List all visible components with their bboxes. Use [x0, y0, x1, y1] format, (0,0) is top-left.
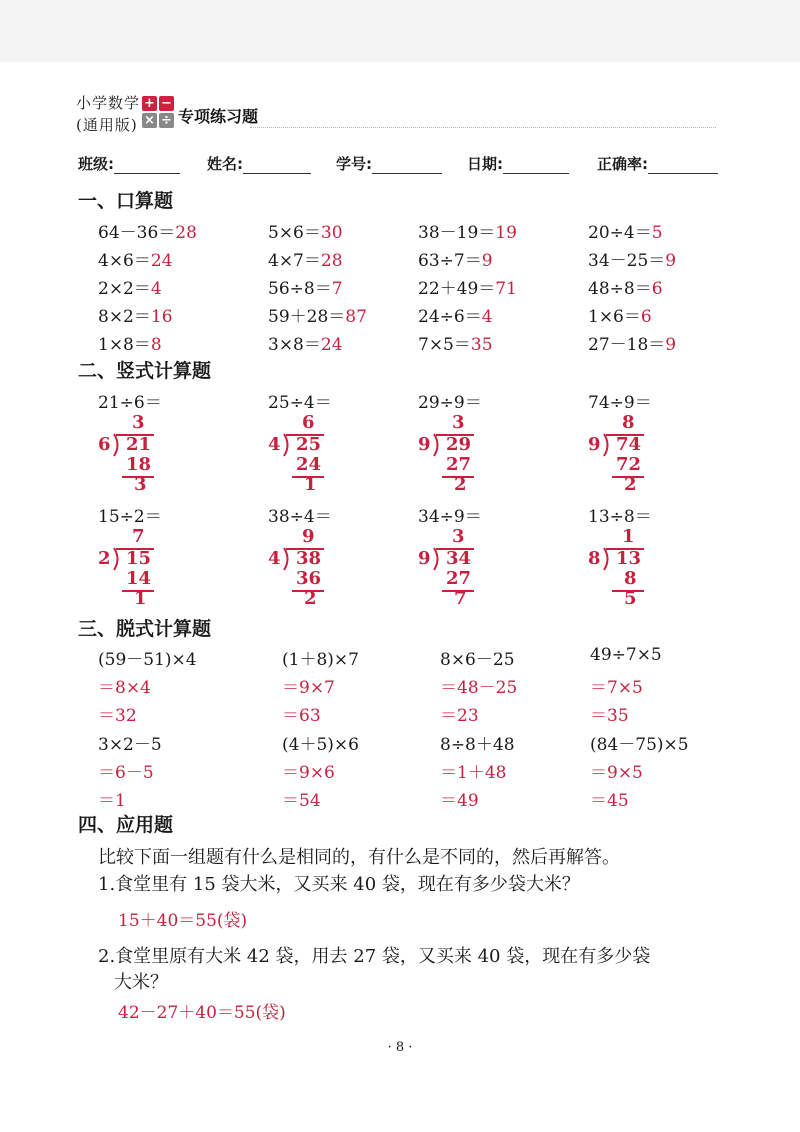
accuracy-field[interactable]	[597, 153, 718, 174]
division-dividend: 13	[616, 548, 642, 569]
stepwise-step: ＝63	[282, 706, 321, 726]
division-dividend: 34	[446, 548, 472, 569]
date-label: 日期:	[467, 155, 503, 173]
division-product: 72	[616, 454, 642, 475]
student-id-blank[interactable]	[372, 157, 442, 174]
division-divisor: 4	[268, 434, 281, 455]
division-dividend: 21	[126, 434, 152, 455]
oral-question: 3×8＝	[268, 335, 321, 355]
division-product: 27	[446, 454, 472, 475]
oral-item	[98, 218, 197, 243]
division-remainder: 5	[624, 588, 637, 609]
oral-answer: 16	[150, 307, 173, 327]
division-dividend: 29	[446, 434, 472, 455]
stepwise-expression: (1＋8)×7	[282, 650, 359, 670]
division-divisor: 2	[98, 548, 111, 569]
division-dividend: 25	[296, 434, 322, 455]
top-band	[0, 0, 800, 62]
oral-question: 24÷6＝	[418, 307, 482, 327]
division-question: 38÷4＝	[268, 507, 332, 527]
division-sub-bar	[442, 590, 474, 592]
oral-answer: 9	[665, 335, 677, 355]
oral-question: 38－19＝	[418, 223, 496, 243]
oral-item	[418, 330, 493, 355]
stepwise-step: ＝1	[98, 791, 126, 811]
division-bracket	[282, 547, 290, 569]
stepwise-step: ＝49	[440, 791, 479, 811]
oral-question: 34－25＝	[588, 251, 666, 271]
oral-item	[588, 246, 676, 271]
oral-answer: 19	[495, 223, 517, 243]
division-dividend: 38	[296, 548, 322, 569]
name-blank[interactable]	[243, 157, 311, 174]
long-division	[268, 412, 348, 497]
oral-item	[98, 246, 173, 271]
oral-item	[268, 302, 367, 327]
oral-answer: 24	[320, 335, 343, 355]
division-product: 8	[624, 568, 637, 589]
class-label: 班级:	[78, 155, 114, 173]
class-field[interactable]	[78, 153, 180, 174]
name-label: 姓名:	[207, 155, 243, 173]
oral-answer: 9	[665, 251, 677, 271]
division-question: 21÷6＝	[98, 393, 162, 413]
division-bracket	[112, 547, 120, 569]
oral-question: 4×6＝	[98, 251, 151, 271]
oral-question: 8×2＝	[98, 307, 151, 327]
division-bracket	[112, 433, 120, 455]
division-question: 74÷9＝	[588, 393, 652, 413]
division-top-bar	[116, 548, 154, 550]
long-division	[418, 412, 498, 497]
division-question: 25÷4＝	[268, 393, 332, 413]
oral-answer: 87	[345, 307, 367, 327]
oral-item	[418, 274, 517, 299]
page-number: · 8 ·	[387, 1040, 413, 1055]
oral-item	[268, 330, 343, 355]
oral-answer: 28	[175, 223, 197, 243]
oral-item	[588, 330, 676, 355]
division-question: 29÷9＝	[418, 393, 482, 413]
stepwise-expression: 8×6－25	[440, 650, 515, 670]
division-top-bar	[436, 434, 474, 436]
oral-question: 4×7＝	[268, 251, 321, 271]
oral-question: 1×8＝	[98, 335, 151, 355]
stepwise-step: ＝9×5	[590, 763, 643, 783]
division-quotient: 3	[452, 412, 465, 433]
word-answer-2: 42－27＋40＝55(袋)	[118, 1003, 286, 1023]
word-question-2: 2.食堂里原有大米 42 袋，用去 27 袋，又买来 40 袋，现在有多少袋	[98, 946, 651, 967]
division-product: 18	[126, 454, 152, 475]
division-sub-bar	[292, 476, 324, 478]
long-division	[418, 526, 498, 611]
section-oral-heading: 一、口算题	[78, 190, 174, 212]
divide-icon: ÷	[159, 113, 174, 128]
division-sub-bar	[612, 476, 644, 478]
stepwise-step: ＝35	[590, 706, 629, 726]
oral-answer: 71	[495, 279, 517, 299]
oral-item	[418, 246, 493, 271]
division-bracket	[282, 433, 290, 455]
date-blank[interactable]	[503, 157, 569, 174]
division-bracket	[602, 547, 610, 569]
oral-question: 1×6＝	[588, 307, 641, 327]
long-division	[268, 526, 348, 611]
division-quotient: 8	[622, 412, 635, 433]
oral-question: 7×5＝	[418, 335, 471, 355]
stepwise-step: ＝54	[282, 791, 321, 811]
stepwise-expression: (59－51)×4	[98, 650, 197, 670]
stepwise-expression: (4＋5)×6	[282, 735, 359, 755]
stepwise-step: ＝6－5	[98, 763, 154, 783]
division-quotient: 3	[452, 526, 465, 547]
stepwise-step: ＝45	[590, 791, 629, 811]
oral-answer: 5	[651, 223, 663, 243]
division-divisor: 9	[418, 548, 431, 569]
header-divider	[250, 127, 716, 128]
stepwise-step: ＝48－25	[440, 678, 518, 698]
section-word-heading: 四、应用题	[78, 814, 174, 836]
edition-label: (通用版)	[76, 116, 138, 134]
date-field[interactable]	[467, 153, 569, 174]
section-stepwise-heading: 三、脱式计算题	[78, 618, 212, 640]
division-quotient: 6	[302, 412, 315, 433]
long-division	[588, 526, 668, 611]
division-product: 36	[296, 568, 322, 589]
page-title: 专项练习题	[178, 107, 259, 126]
oral-item	[98, 330, 162, 355]
division-dividend: 74	[616, 434, 642, 455]
plus-icon: +	[142, 96, 157, 111]
long-division	[98, 412, 178, 497]
oral-answer: 4	[481, 307, 493, 327]
math-ops-icon	[142, 96, 176, 130]
division-divisor: 6	[98, 434, 111, 455]
oral-question: 20÷4＝	[588, 223, 652, 243]
oral-answer: 4	[150, 279, 162, 299]
division-divisor: 9	[588, 434, 601, 455]
division-product: 27	[446, 568, 472, 589]
word-answer-1: 15＋40＝55(袋)	[118, 911, 248, 931]
long-division	[588, 412, 668, 497]
stepwise-step: ＝8×4	[98, 678, 151, 698]
division-top-bar	[436, 548, 474, 550]
stepwise-expression: (84－75)×5	[590, 735, 689, 755]
oral-item	[98, 274, 162, 299]
division-product: 14	[126, 568, 152, 589]
word-question-2-cont: 大米？	[114, 972, 168, 993]
subject-label: 小学数学	[76, 94, 141, 112]
oral-question: 22＋49＝	[418, 279, 496, 299]
stepwise-step: ＝1＋48	[440, 763, 507, 783]
division-quotient: 7	[132, 526, 145, 547]
oral-answer: 6	[640, 307, 652, 327]
oral-question: 48÷8＝	[588, 279, 652, 299]
oral-answer: 9	[481, 251, 493, 271]
oral-question: 63÷7＝	[418, 251, 482, 271]
class-blank[interactable]	[114, 157, 180, 174]
oral-item	[588, 274, 663, 299]
division-top-bar	[116, 434, 154, 436]
division-divisor: 8	[588, 548, 601, 569]
oral-answer: 28	[320, 251, 343, 271]
stepwise-step: ＝23	[440, 706, 479, 726]
division-dividend: 15	[126, 548, 152, 569]
division-top-bar	[606, 434, 644, 436]
oral-item	[268, 246, 343, 271]
stepwise-expression: 3×2－5	[98, 735, 162, 755]
stepwise-step: ＝9×7	[282, 678, 335, 698]
division-remainder: 2	[624, 474, 637, 495]
oral-item	[588, 218, 663, 243]
stepwise-step: ＝32	[98, 706, 137, 726]
accuracy-label: 正确率:	[597, 155, 648, 173]
minus-icon: −	[159, 96, 174, 111]
division-quotient: 3	[132, 412, 145, 433]
division-remainder: 1	[304, 474, 317, 495]
oral-question: 56÷8＝	[268, 279, 332, 299]
oral-question: 64－36＝	[98, 223, 176, 243]
oral-question: 5×6＝	[268, 223, 321, 243]
division-remainder: 1	[134, 588, 147, 609]
division-question: 15÷2＝	[98, 507, 162, 527]
division-quotient: 1	[622, 526, 635, 547]
word-intro: 比较下面一组题有什么是相同的，有什么是不同的，然后再解答。	[98, 847, 620, 868]
oral-item	[98, 302, 173, 327]
division-divisor: 4	[268, 548, 281, 569]
oral-answer: 35	[470, 335, 493, 355]
division-sub-bar	[612, 590, 644, 592]
division-sub-bar	[442, 476, 474, 478]
oral-item	[268, 218, 343, 243]
section-vertical-heading: 二、竖式计算题	[78, 360, 212, 382]
division-top-bar	[286, 434, 324, 436]
oral-question: 2×2＝	[98, 279, 151, 299]
division-remainder: 7	[454, 588, 467, 609]
division-question: 13÷8＝	[588, 507, 652, 527]
division-remainder: 2	[304, 588, 317, 609]
division-sub-bar	[292, 590, 324, 592]
stepwise-step: ＝7×5	[590, 678, 643, 698]
oral-question: 27－18＝	[588, 335, 666, 355]
division-bracket	[432, 547, 440, 569]
oral-answer: 24	[150, 251, 173, 271]
stepwise-step: ＝9×6	[282, 763, 335, 783]
division-quotient: 9	[302, 526, 315, 547]
division-question: 34÷9＝	[418, 507, 482, 527]
oral-answer: 8	[150, 335, 162, 355]
division-sub-bar	[122, 590, 154, 592]
oral-item	[418, 218, 517, 243]
oral-item	[588, 302, 652, 327]
division-bracket	[602, 433, 610, 455]
oral-item	[268, 274, 343, 299]
student-id-field[interactable]	[336, 153, 442, 174]
stepwise-expression: 8÷8＋48	[440, 735, 515, 755]
division-top-bar	[606, 548, 644, 550]
division-bracket	[432, 433, 440, 455]
accuracy-blank[interactable]	[648, 157, 718, 174]
oral-answer: 7	[331, 279, 343, 299]
stepwise-expression: 49÷7×5	[590, 645, 662, 665]
division-divisor: 9	[418, 434, 431, 455]
student-id-label: 学号:	[336, 155, 372, 173]
oral-question: 59＋28＝	[268, 307, 346, 327]
name-field[interactable]	[207, 153, 311, 174]
oral-answer: 30	[320, 223, 343, 243]
times-icon: ×	[142, 113, 157, 128]
division-product: 24	[296, 454, 322, 475]
division-sub-bar	[122, 476, 154, 478]
division-top-bar	[286, 548, 324, 550]
oral-item	[418, 302, 493, 327]
division-remainder: 2	[454, 474, 467, 495]
oral-answer: 6	[651, 279, 663, 299]
long-division	[98, 526, 178, 611]
division-remainder: 3	[134, 474, 147, 495]
word-question-1: 1.食堂里有 15 袋大米，又买来 40 袋，现在有多少袋大米？	[98, 874, 580, 895]
